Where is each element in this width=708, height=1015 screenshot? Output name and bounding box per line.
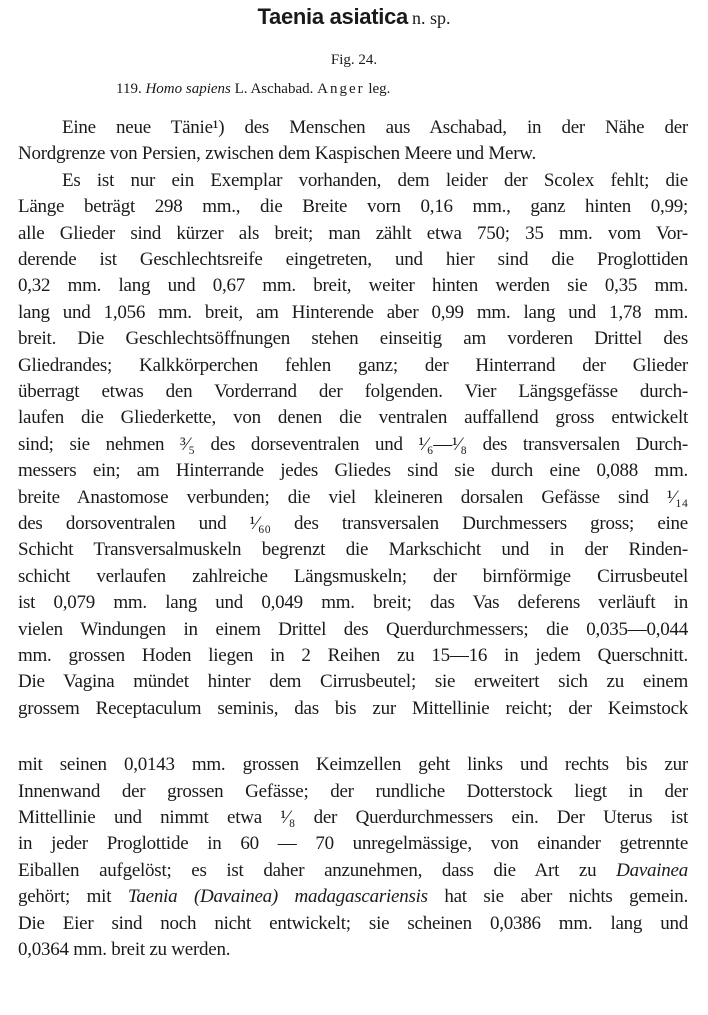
specimen-record bbox=[116, 81, 390, 98]
text-line bbox=[62, 168, 688, 194]
text-line bbox=[18, 379, 688, 405]
text-segment: messers ein; am Hinterrande jedes Gliedes sind sie durch eine 0,088 mm. bbox=[18, 460, 688, 482]
text-segment: Schicht Transversalmuskeln begrenzt die Markschicht und in der Rinden- bbox=[18, 539, 688, 561]
text-segment: lang und 1,056 mm. breit, am Hinterende aber 0,99 mm. lang und 1,78 mm. bbox=[18, 301, 688, 323]
text-segment: schicht verlaufen zahlreiche Längsmuskeln; der birnförmige Cirrusbeutel bbox=[18, 565, 688, 587]
text-line bbox=[18, 617, 688, 643]
text-line bbox=[18, 537, 688, 563]
text-segment: Mittellinie und nimmt etwa ¹⁄₈ der Querdurchmessers ein. Der Uterus ist bbox=[18, 807, 688, 828]
text-segment: Nordgrenze von Persien, zwischen dem Kaspischen Meere und Merw. bbox=[18, 143, 537, 165]
text-line bbox=[18, 911, 688, 937]
text-line bbox=[18, 590, 688, 616]
text-line bbox=[18, 485, 688, 511]
text-line bbox=[18, 858, 688, 884]
text-segment: in jeder Proglottide in 60 — 70 unregelmässige, von einander getrennte bbox=[18, 833, 688, 855]
text-segment: ist 0,079 mm. lang und 0,049 mm. breit; das Vas deferens verläuft in bbox=[18, 592, 688, 614]
text-line bbox=[18, 458, 688, 484]
text-line bbox=[18, 643, 688, 669]
species-name: Taenia asiatica bbox=[257, 4, 408, 29]
italic-text: Taenia (Davainea) madagascariensis bbox=[127, 886, 428, 908]
text-segment: Gliedrandes; Kalkkörperchen fehlen ganz; der Hinterrand der Glieder bbox=[18, 354, 688, 376]
text-segment: 0,0364 mm. breit zu werden. bbox=[18, 939, 231, 960]
leg-label: leg. bbox=[368, 81, 391, 97]
text-line bbox=[18, 511, 688, 537]
text-segment: breite Anastomose verbunden; die viel kleineren dorsalen Gefässe sind ¹⁄₁₄ bbox=[18, 486, 688, 508]
text-line bbox=[18, 194, 688, 220]
text-line bbox=[18, 937, 688, 963]
text-line bbox=[18, 805, 688, 831]
text-line bbox=[18, 326, 688, 352]
page-title bbox=[0, 4, 708, 30]
text-segment: Innenwand der grossen Gefässe; der rundliche Dotterstock liegt in der bbox=[18, 780, 688, 802]
host-name: Homo sapiens bbox=[145, 81, 231, 97]
text-segment: derende ist Geschlechtsreife eingetreten, und hier sind die Proglottiden bbox=[18, 249, 688, 270]
text-segment: laufen die Gliederkette, von denen die ventralen auffallend gross entwickelt bbox=[18, 407, 688, 429]
text-line bbox=[18, 884, 688, 910]
text-segment: grossem Receptaculum seminis, das bis zur Mittellinie reicht; der Keimstock bbox=[18, 697, 688, 719]
text-line bbox=[18, 564, 688, 590]
text-segment: 0,32 mm. lang und 0,67 mm. breit, weiter hinten werden sie 0,35 mm. bbox=[18, 275, 688, 297]
text-segment: mit seinen 0,0143 mm. grossen Keimzellen geht links und rechts bis zur bbox=[18, 754, 688, 776]
text-line bbox=[18, 405, 688, 431]
text-line bbox=[18, 221, 688, 247]
text-line bbox=[18, 696, 688, 722]
text-line bbox=[18, 141, 688, 167]
text-line bbox=[18, 432, 688, 458]
text-segment: vielen Windungen in einem Drittel des Querdurchmessers; die 0,035—0,044 bbox=[18, 618, 688, 640]
text-segment: überragt etwas den Vorderrand der folgenden. Vier Längsgefässe durch- bbox=[18, 381, 688, 402]
species-suffix: n. sp. bbox=[411, 8, 451, 28]
text-line bbox=[18, 353, 688, 379]
figure-reference: Fig. 24. bbox=[330, 52, 378, 68]
text-segment: breit. Die Geschlechtsöffnungen stehen einseitig am vorderen Drittel des bbox=[18, 328, 688, 350]
text-segment: hat sie aber nichts gemein. bbox=[427, 886, 689, 908]
text-line bbox=[18, 273, 688, 299]
collector: Anger bbox=[317, 81, 365, 97]
italic-text: Davainea bbox=[616, 859, 688, 881]
text-segment: Länge beträgt 298 mm., die Breite vorn 0,16 mm., ganz hinten 0,99; bbox=[18, 196, 688, 218]
text-segment: alle Glieder sind kürzer als breit; man zählt etwa 750; 35 mm. vom Vor- bbox=[18, 222, 688, 244]
text-line bbox=[18, 779, 688, 805]
text-line bbox=[18, 831, 688, 857]
text-segment: des dorsoventralen und ¹⁄₆₀ des transversalen Durchmessers gross; eine bbox=[18, 513, 688, 534]
locality: L. Aschabad. bbox=[234, 81, 314, 97]
text-line bbox=[18, 247, 688, 273]
text-segment: Eine neue Tänie¹) des Menschen aus Aschabad, in der Nähe der bbox=[62, 117, 688, 138]
text-line bbox=[18, 752, 688, 778]
specimen-number: 119. bbox=[116, 81, 142, 97]
text-line bbox=[18, 300, 688, 326]
text-segment: sind; sie nehmen ³⁄₅ des dorseventralen und ¹⁄₆—¹⁄₈ des transversalen Durch- bbox=[18, 433, 688, 455]
text-line bbox=[18, 669, 688, 695]
text-segment: gehört; mit bbox=[18, 886, 128, 908]
text-segment: Die Vagina mündet hinter dem Cirrusbeutel; sie erweitert sich zu einem bbox=[18, 671, 688, 693]
text-segment: mm. grossen Hoden liegen in 2 Reihen zu 15—16 in jedem Querschnitt. bbox=[18, 645, 688, 666]
text-segment: Es ist nur ein Exemplar vorhanden, dem leider der Scolex fehlt; die bbox=[62, 169, 688, 191]
text-segment: Die Eier sind noch nicht entwickelt; sie scheinen 0,0386 mm. lang und bbox=[18, 912, 688, 934]
text-segment: Eiballen aufgelöst; es ist daher anzunehmen, dass die Art zu bbox=[18, 859, 617, 881]
text-line bbox=[62, 115, 688, 141]
